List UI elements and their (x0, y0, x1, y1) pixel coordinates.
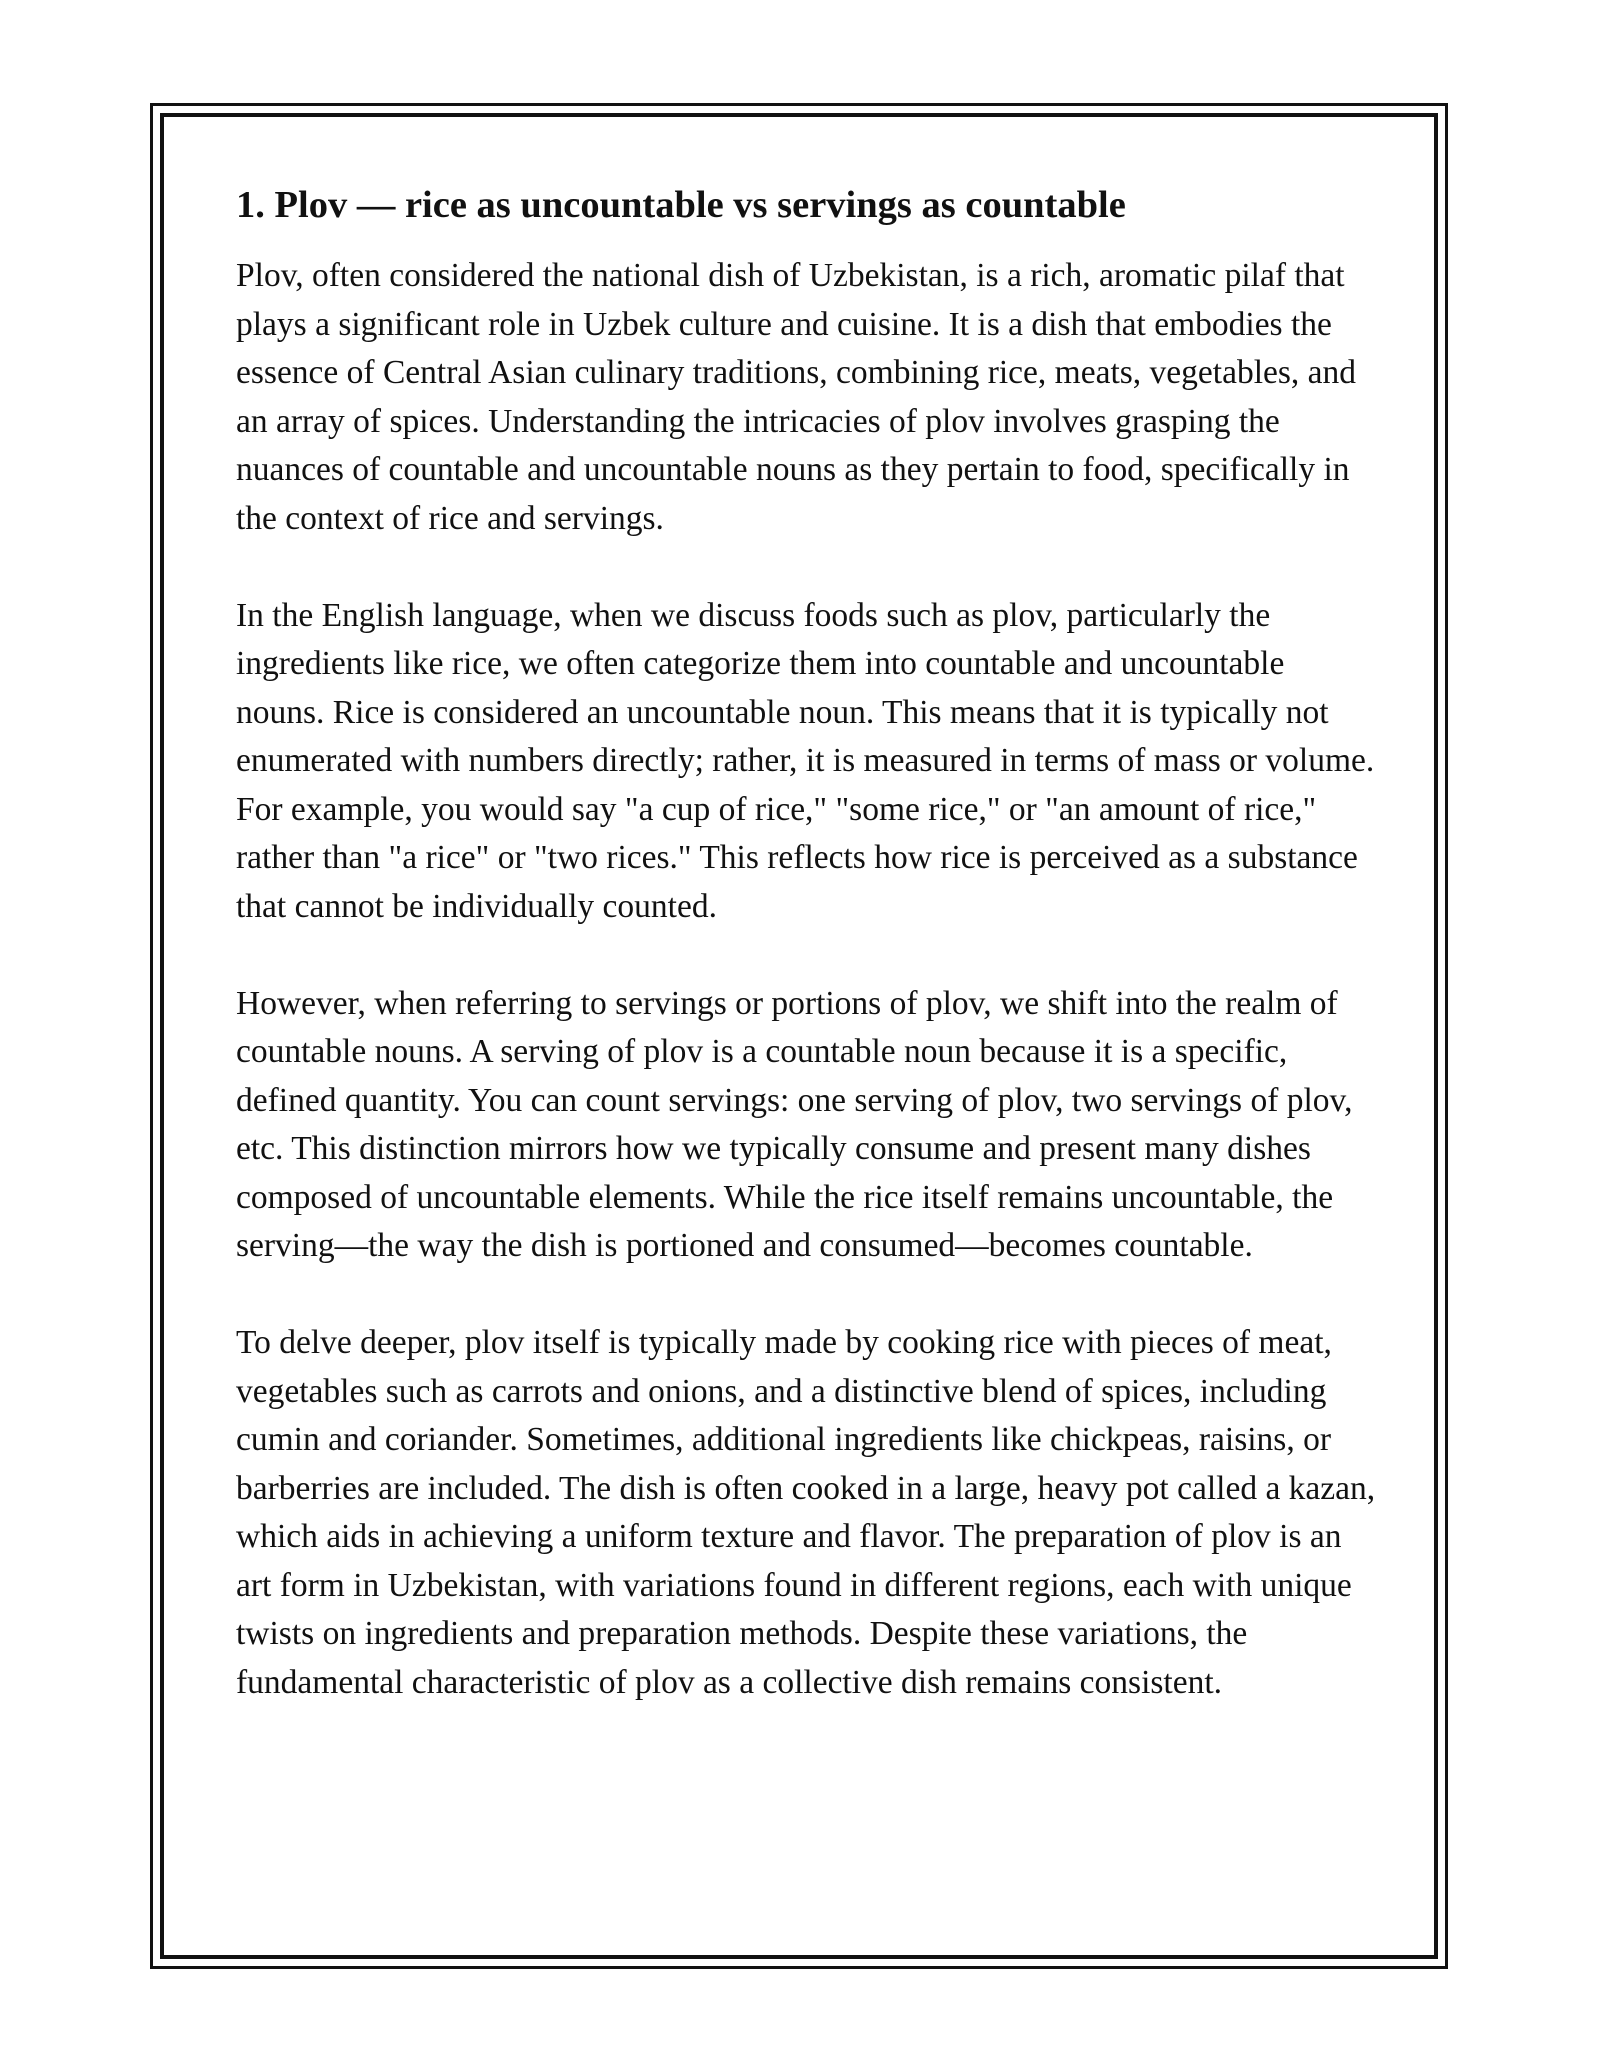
section-heading: 1. Plov — rice as uncountable vs servings as countable (236, 184, 1126, 226)
document-body (236, 182, 1376, 1756)
paragraph-intro: Plov, often considered the national dish of Uzbekistan, is a rich, aromatic pilaf that plays a significant role in Uzbek culture and cuisine. It is a dish that embodies the essence of Central Asian culinary traditions, combining rice, meats, vegetables, and an array of spices. Understanding the intricacies of plov involves grasping the nuances of countable and uncountable nouns as they pertain to food, specifically in the context of rice and servings. (236, 257, 1357, 537)
paragraph-countable-servings: However, when referring to servings or portions of plov, we shift into the realm of countable nouns. A serving of plov is a countable noun because it is a specific, defined quantity. You can count servings: one serving of plov, two servings of plov, etc. This distinction mirrors how we typically consume and present many dishes composed of uncountable elements. While the rice itself remains uncountable, the serving—the way the dish is portioned and consumed—becomes countable. (236, 984, 1353, 1264)
paragraph-uncountable-rice: In the English language, when we discuss foods such as plov, particularly the ingredients like rice, we often categorize them into countable and uncountable nouns. Rice is considered an uncountable noun. This means that it is typically not enumerated with numbers directly; rather, it is measured in terms of mass or volume. For example, you would say "a cup of rice," "some rice," or "an amount of rice," rather than "a rice" or "two rices." This reflects how rice is perceived as a substance that cannot be individually counted. (236, 596, 1375, 925)
paragraph-preparation: To delve deeper, plov itself is typically made by cooking rice with pieces of meat, vegetables such as carrots and onions, and a distinctive blend of spices, including cumin and coriander. Sometimes, additional ingredients like chickpeas, raisins, or barberries are included. The dish is often cooked in a large, heavy pot called a kazan, which aids in achieving a uniform texture and flavor. The preparation of plov is an art form in Uzbekistan, with variations found in different regions, each with unique twists on ingredients and preparation methods. Despite these variations, the fundamental characteristic of plov as a collective dish remains consistent. (236, 1324, 1376, 1701)
